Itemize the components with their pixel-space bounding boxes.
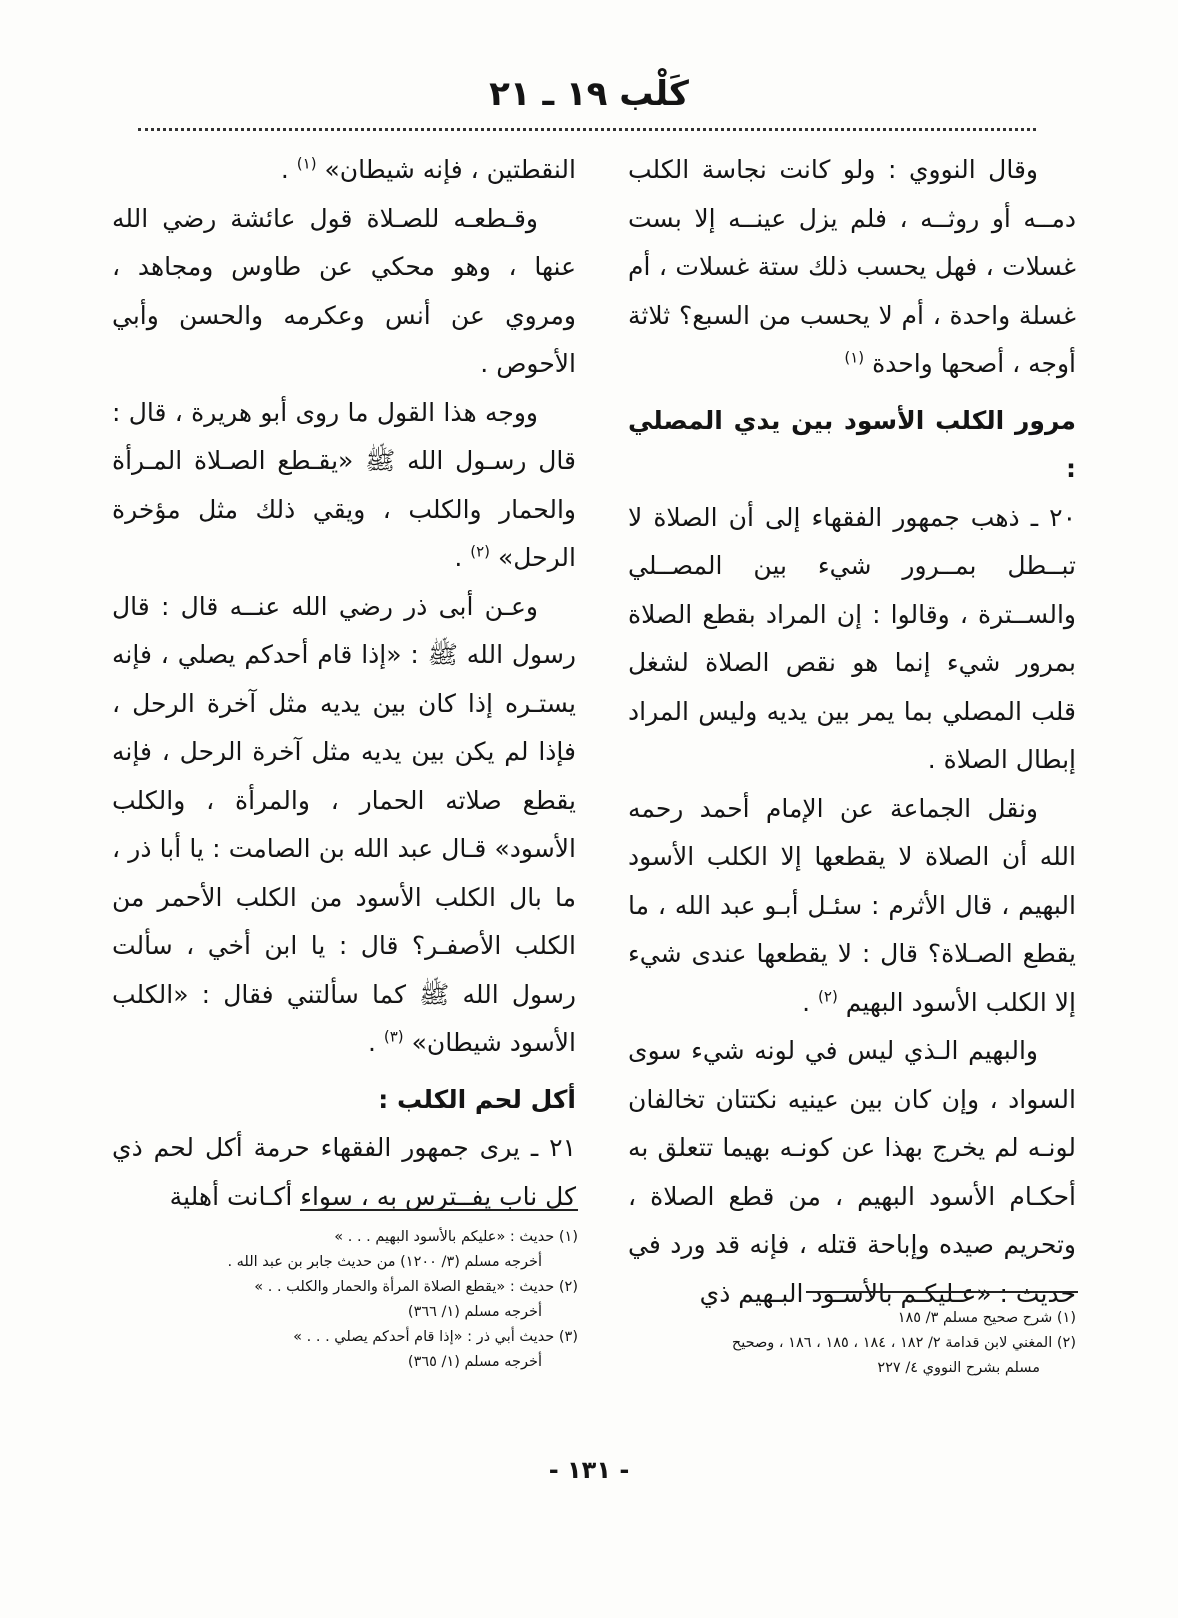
paragraph-end: . (802, 987, 819, 1017)
footnote-2-continuation: أخرجه مسلم (١/ ٣٦٦) (407, 1304, 542, 1320)
paragraph-continuation (112, 146, 576, 195)
footnote-rule-left (300, 1209, 578, 1211)
paragraph-21: ٢١ ـ يرى جمهور الفقهاء حرمة أكل لحم ذي كل ناب يفــترس به ، سواء أكـانت أهلية (112, 1133, 576, 1211)
paragraph-nawawi (628, 146, 1076, 389)
paragraph-end: . (454, 543, 471, 572)
footnote-1: (١) حديث : «عليكم بالأسود البهيم . . . » (334, 1229, 578, 1245)
header-dotted-rule (138, 128, 1036, 131)
right-column (628, 146, 1076, 1318)
footnote-1: (١) شرح صحيح مسلم ٣/ ١٨٥ (897, 1310, 1076, 1326)
paragraph-text: ونقل الجماعة عن الإمام أحمد رحمه الله أن الصلاة لا يقطعها إلا الكلب الأسود البهيم ، قال الأثرم : سئـل أبـو عبد الله ، ما يقطع الصـلاة؟ قال : لا يقطعها عندى شيء إلا الكلب الأسود البهيم (628, 793, 1076, 1017)
paragraph-text: ووجه هذا القول ما روى أبو هريرة ، قال : قال رسـول الله ﷺ «يقـطع الصـلاة المـرأة والحمار والكلب ، ويقي ذلك مثل مؤخرة الرحل» (112, 397, 576, 572)
paragraph-abu-hurairah (112, 389, 576, 583)
page-header-title: كَلْب ١٩ ـ ٢١ (489, 74, 689, 114)
page-number: - ١٣١ - (548, 1456, 630, 1484)
footnote-3-continuation: أخرجه مسلم (١/ ٣٦٥) (407, 1354, 542, 1370)
paragraph-text: النقطتين ، فإنه شيطان» (324, 155, 576, 184)
section-heading-black-dog-passing: مرور الكلب الأسود بين يدي المصلي : (628, 405, 1076, 483)
footnote-ref: (٣) (383, 1027, 404, 1046)
paragraph-baheem: والبهيم الـذي ليس في لونه شيء سوى السواد ، وإن كان بين عينيه نكتتان تخالفان لونـه لم يخرج بهذا عن كونـه بهيما تتعلق به أحكـام الأسود البهيم ، من قطع الصلاة ، وتحريم صيده وإباحة قتله ، فإنه قد ورد في حديث : «عـليكـم بالأسـود البـهيم ذي (628, 1036, 1076, 1308)
footnote-ref: (١) (844, 348, 865, 367)
paragraph-text: وقال النووي : ولو كانت نجاسة الكلب دمــه أو روثــه ، فلم يزل عينــه إلا بست غسلات ، فهل يحسب ذلك ستة غسلات ، أم غسلة واحدة ، أم لا يحسب من السبع؟ ثلاثة أوجه ، أصحها واحدة (628, 155, 1076, 378)
footnote-3: (٣) حديث أبي ذر : «إذا قام أحدكم يصلي . . . » (293, 1329, 578, 1345)
paragraph-end: . (367, 1028, 384, 1057)
footnotes-left (112, 1225, 578, 1375)
paragraph-ahmad (628, 785, 1076, 1028)
footnote-rule-right (806, 1291, 1078, 1293)
spacer (112, 1068, 576, 1076)
footnote-2-continuation: مسلم بشرح النووي ٤/ ٢٢٧ (877, 1360, 1040, 1376)
footnote-2: (٢) المغني لابن قدامة ٢/ ١٨٢ ، ١٨٤ ، ١٨٥ ، ١٨٦ ، وصحيح (731, 1335, 1076, 1351)
footnote-ref: (٢) (470, 542, 490, 561)
paragraph-20: ٢٠ ـ ذهب جمهور الفقهاء إلى أن الصلاة لا تبــطل بمــرور شيء بين المصــلي والســترة ، وقالوا : إن المراد بقطع الصلاة بمرور شيء إنما هو نقص الصلاة لشغل قلب المصلي بما يمر بين يديه وليس المراد إبطال الصلاة . (628, 502, 1076, 774)
footnote-2: (٢) حديث : «يقطع الصلاة المرأة والحمار والكلب . . » (254, 1279, 578, 1295)
paragraph-text: وعـن أبى ذر رضي الله عنــه قال : قال رسول الله ﷺ : «إذا قام أحدكم يصلي ، فإنه يستـره إذا كان بين يديه مثل آخرة الرحل ، فإذا لم يكن بين يديه مثل آخرة الرحل ، فإنه يقطع صلاته الحمار ، والمرأة ، والكلب الأسود» قـال عبد الله بن الصامت : يا أبا ذر ، ما بال الكلب الأسود من الكلب الأحمر من الكلب الأصفـر؟ قال : يا ابن أخي ، سألت رسول الله ﷺ كما سألتني فقال : «الكلب الأسود شيطان» (112, 591, 576, 1057)
paragraph-aisha: وقـطعـه للصـلاة قول عائشة رضي الله عنها ، وهو محكي عن طاوس ومجاهد ، ومروي عن أنس وعكرمه والحسن وأبي الأحوص . (112, 203, 576, 378)
left-column (112, 146, 576, 1221)
footnote-1-continuation: أخرجه مسلم (٣/ ١٢٠٠) من حديث جابر بن عبد الله . (227, 1254, 542, 1270)
footnote-ref: (٢) (818, 987, 838, 1006)
footnotes-right (628, 1306, 1076, 1381)
paragraph-abu-dharr (112, 583, 576, 1068)
spacer (628, 389, 1076, 397)
footnote-ref: (١) (296, 154, 317, 173)
paragraph-end: . (280, 155, 297, 184)
section-heading-eating-dog-meat: أكل لحم الكلب : (378, 1084, 576, 1114)
